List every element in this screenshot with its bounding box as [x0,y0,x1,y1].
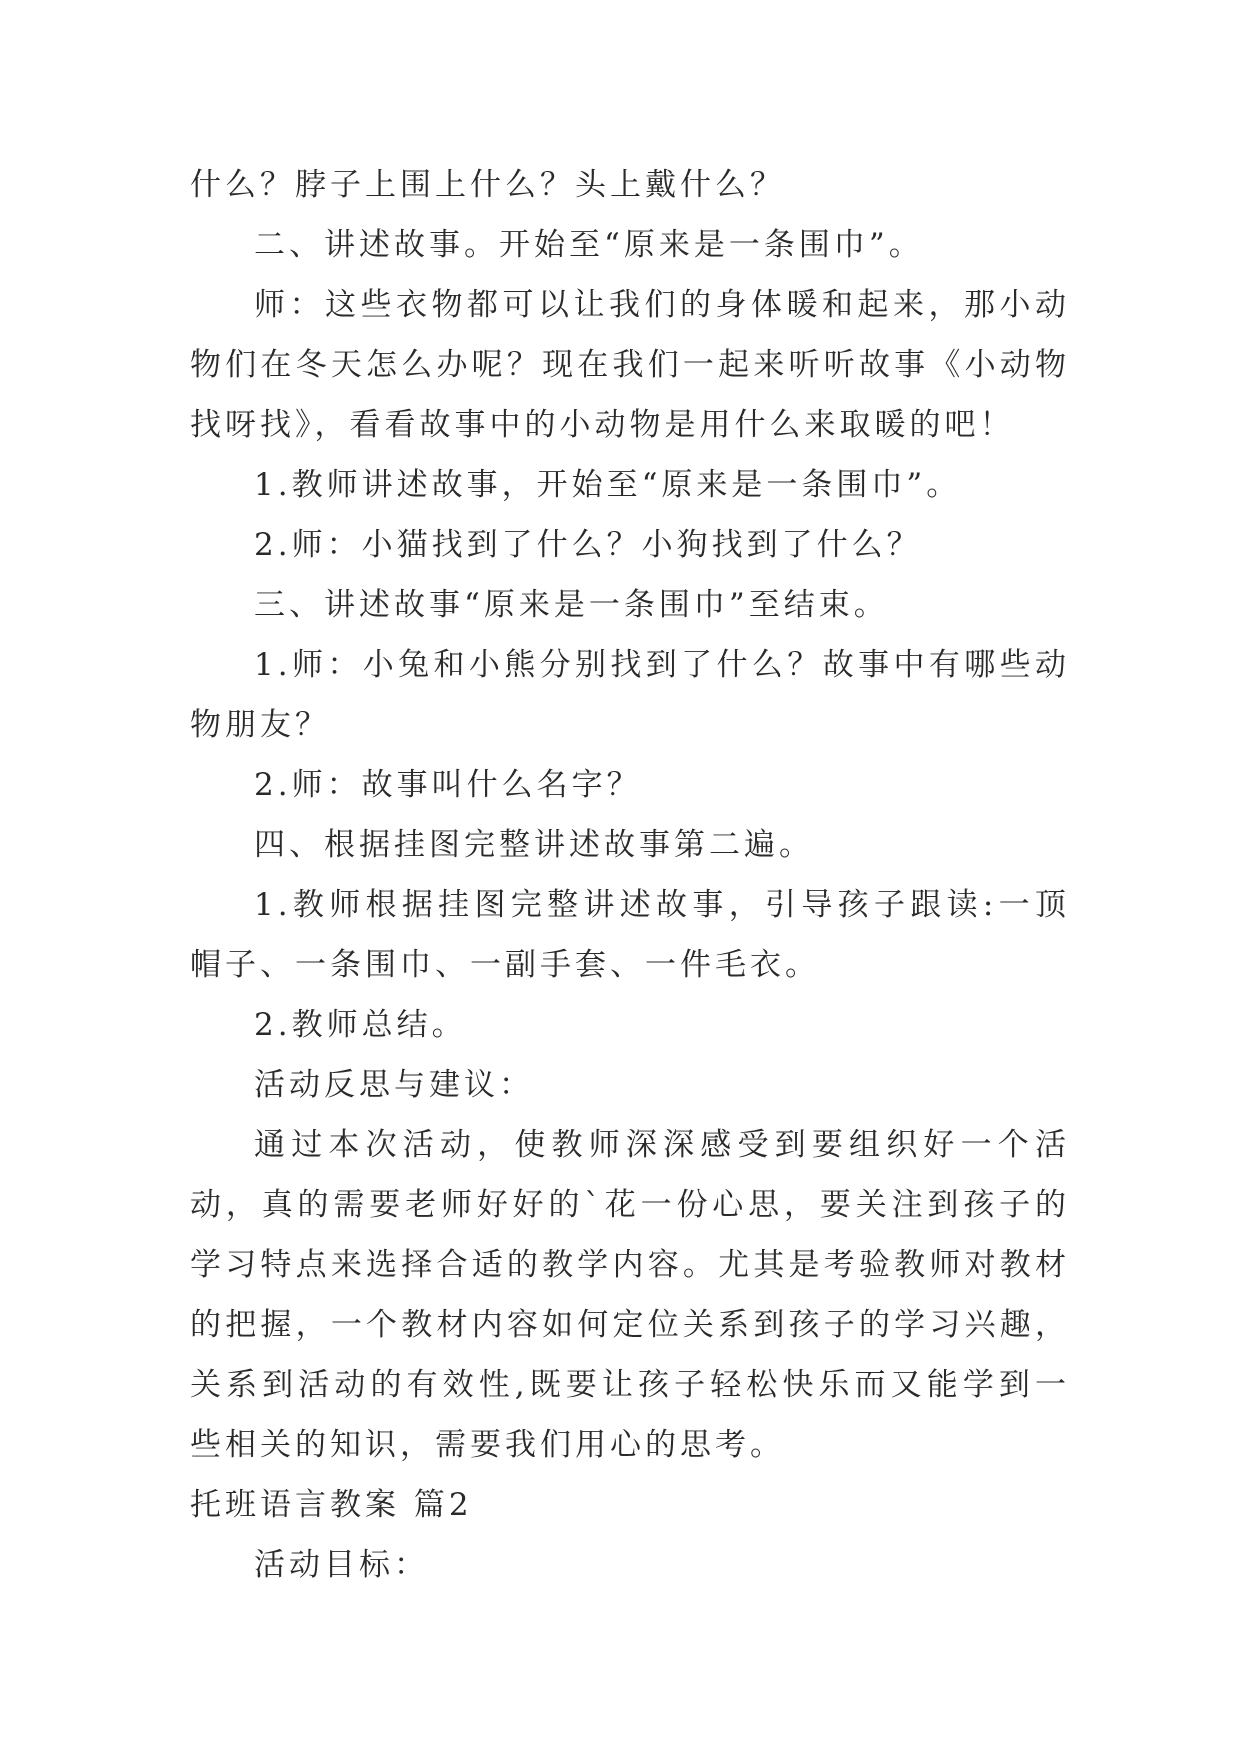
paragraph-teacher-intro: 师：这些衣物都可以让我们的身体暖和起来，那小动物们在冬天怎么办呢？现在我们一起来听听故事《小动物找呀找》，看看故事中的小动物是用什么来取暖的吧！ [190,287,1070,443]
list-item-2-2: 2.师：小猫找到了什么？小狗找到了什么？ [254,527,922,563]
document-body [190,155,1070,1595]
reflection-paragraph: 通过本次活动，使教师深深感受到要组织好一个活动，真的需要老师好好的`花一份心思，要关注到孩子的学习特点来选择合适的教学内容。尤其是考验教师对教材的把握，一个教材内容如何定位关系到孩子的学习兴趣，关系到活动的有效性,既要让孩子轻松快乐而又能学到一些相关的知识，需要我们用心的思考。 [190,1127,1070,1463]
lesson-title: 托班语言教案 篇2 [190,1487,473,1523]
list-item-4-1: 1.教师根据挂图完整讲述故事，引导孩子跟读:一顶帽子、一条围巾、一副手套、一件毛衣。 [190,887,1070,983]
list-item-4-2: 2.教师总结。 [254,1007,467,1043]
section-heading-4: 四、根据挂图完整讲述故事第二遍。 [254,827,814,863]
list-item-2-1: 1.教师讲述故事，开始至“原来是一条围巾”。 [254,467,962,503]
paragraph-continuation: 什么？脖子上围上什么？头上戴什么？ [190,167,785,203]
list-item-3-1: 1.师：小兔和小熊分别找到了什么？故事中有哪些动物朋友？ [190,647,1070,743]
reflection-heading: 活动反思与建议： [254,1067,534,1103]
objectives-heading: 活动目标： [254,1547,429,1583]
section-heading-3: 三、讲述故事“原来是一条围巾”至结束。 [254,587,889,623]
list-item-3-2: 2.师：故事叫什么名字？ [254,767,642,803]
section-heading-2: 二、讲述故事。开始至“原来是一条围巾”。 [254,227,924,263]
